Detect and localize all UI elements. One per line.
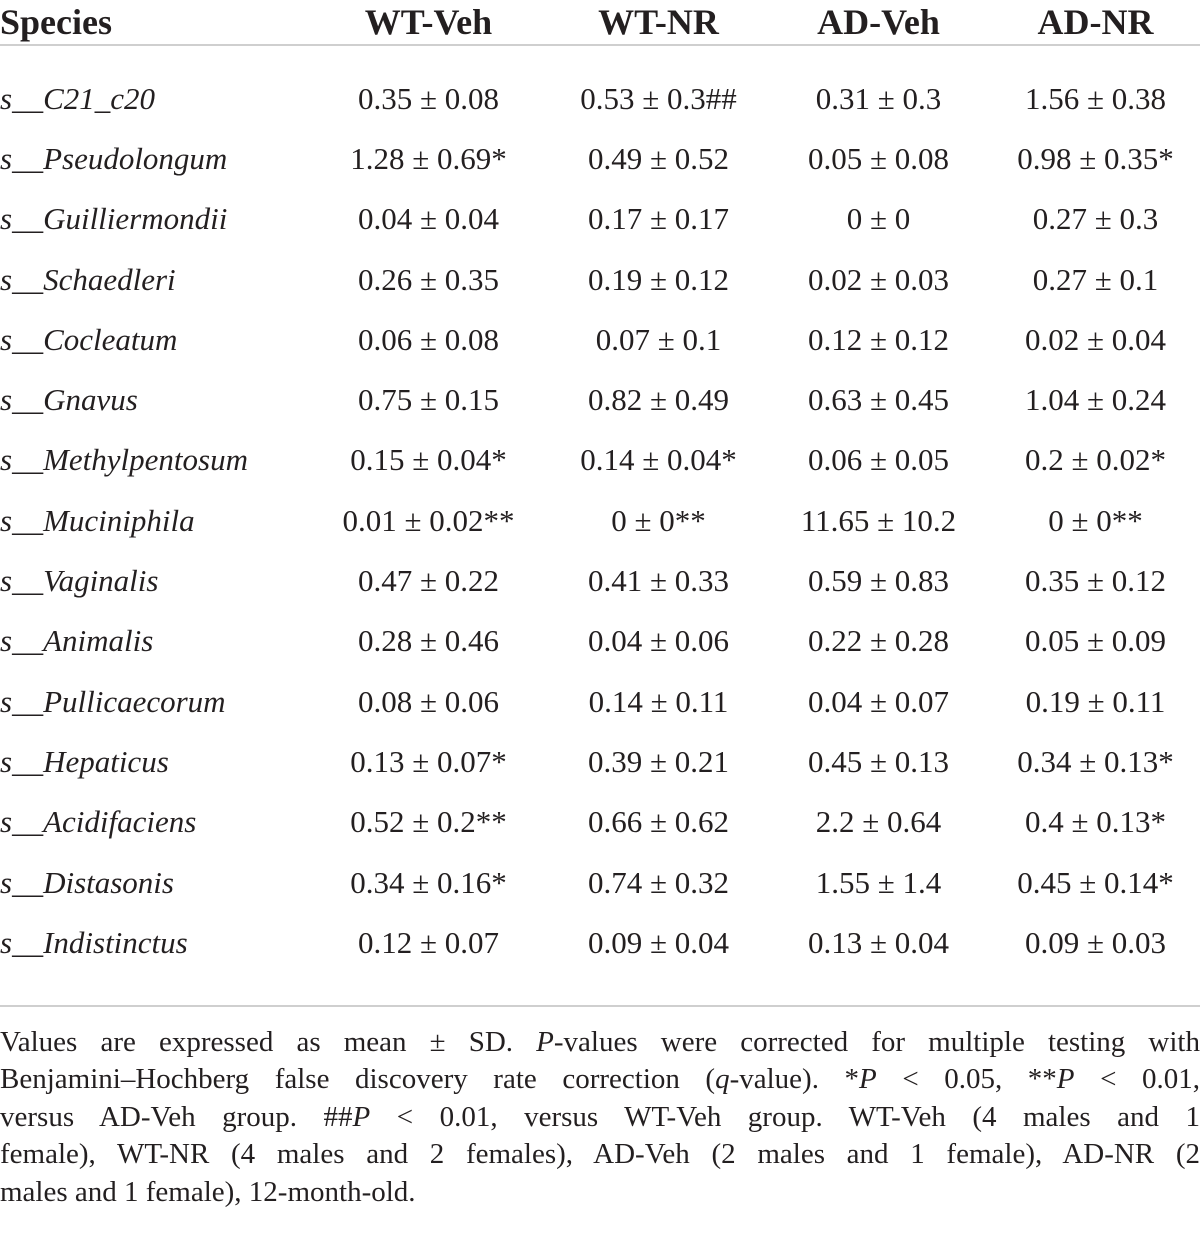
species-name-cell: s__Animalis: [0, 623, 154, 659]
value-cell: 0.09 ± 0.03: [1024, 924, 1166, 960]
value-cell: 1.56 ± 0.38: [1024, 80, 1166, 116]
value-cell: 0.66 ± 0.62: [587, 804, 729, 840]
table-row: [0, 490, 1200, 550]
species-name-cell: s__Guilliermondii: [0, 201, 228, 237]
footnote-line: Values are expressed as mean ± SD. P-values were corrected for multiple testing with: [0, 1026, 1200, 1058]
value-cell: 0.07 ± 0.1: [595, 321, 722, 357]
species-name-cell: s__Acidifaciens: [0, 804, 197, 840]
value-cell: 1.04 ± 0.24: [1024, 382, 1166, 418]
species-name-cell: s__Gnavus: [0, 382, 138, 418]
value-cell: 0.59 ± 0.83: [807, 563, 949, 599]
value-cell: 0.12 ± 0.12: [807, 321, 949, 357]
header-wt-nr: WT-NR: [551, 0, 766, 45]
species-name-cell: s__Schaedleri: [0, 261, 176, 297]
value-cell: 1.28 ± 0.69*: [350, 140, 507, 176]
value-cell: 0.35 ± 0.12: [1024, 563, 1166, 599]
header-wt-veh: WT-Veh: [306, 0, 551, 45]
value-cell: 0 ± 0**: [1048, 502, 1143, 538]
value-cell: 0 ± 0**: [611, 502, 706, 538]
value-cell: 0.27 ± 0.1: [1032, 261, 1159, 297]
value-cell: 0.74 ± 0.32: [587, 864, 729, 900]
value-cell: 0.75 ± 0.15: [357, 382, 499, 418]
value-cell: 0.35 ± 0.08: [357, 80, 499, 116]
value-cell: 0.47 ± 0.22: [357, 563, 499, 599]
table-row: [0, 792, 1200, 852]
table-row: [0, 309, 1200, 369]
table-row: [0, 671, 1200, 731]
value-cell: 0.04 ± 0.04: [357, 201, 499, 237]
value-cell: 2.2 ± 0.64: [815, 804, 942, 840]
table-footnote: [0, 1024, 1200, 1211]
value-cell: 0.12 ± 0.07: [357, 924, 499, 960]
value-cell: 0.09 ± 0.04: [587, 924, 729, 960]
footnote-line: males and 1 female), 12-month-old.: [0, 1175, 416, 1208]
value-cell: 0.52 ± 0.2**: [350, 804, 507, 840]
table-row: [0, 68, 1200, 128]
value-cell: 0.13 ± 0.07*: [350, 743, 507, 779]
value-cell: 0.39 ± 0.21: [587, 743, 729, 779]
value-cell: 0.82 ± 0.49: [587, 382, 729, 418]
species-name-cell: s__Muciniphila: [0, 502, 195, 538]
footnote-line: female), WT-NR (4 males and 2 females), AD-Veh (2 males and 1 female), AD-NR (2: [0, 1138, 1200, 1171]
footnote-line: Benjamini–Hochberg false discovery rate correction (q-value). *P < 0.05, **P < 0.01,: [0, 1063, 1200, 1096]
species-name-cell: s__Vaginalis: [0, 563, 159, 599]
species-name-cell: s__Pullicaecorum: [0, 683, 226, 719]
value-cell: 0.27 ± 0.3: [1032, 201, 1159, 237]
table-header-row: [0, 0, 1200, 45]
value-cell: 0.04 ± 0.07: [807, 683, 949, 719]
value-cell: 0.53 ± 0.3##: [580, 80, 737, 116]
species-name-cell: s__Cocleatum: [0, 321, 178, 357]
table-row: [0, 249, 1200, 309]
value-cell: 0.06 ± 0.08: [357, 321, 499, 357]
value-cell: 0.05 ± 0.09: [1024, 623, 1166, 659]
value-cell: 0.98 ± 0.35*: [1017, 140, 1174, 176]
value-cell: 0.26 ± 0.35: [357, 261, 499, 297]
value-cell: 0.41 ± 0.33: [587, 563, 729, 599]
table-row: [0, 550, 1200, 610]
value-cell: 0.01 ± 0.02**: [342, 502, 515, 538]
value-cell: 0.04 ± 0.06: [587, 623, 729, 659]
table-body: [0, 68, 1200, 972]
value-cell: 0.34 ± 0.13*: [1017, 743, 1174, 779]
species-name-cell: s__Indistinctus: [0, 924, 188, 960]
species-name-cell: s__Pseudolongum: [0, 140, 228, 176]
table-row: [0, 128, 1200, 188]
value-cell: 0.45 ± 0.14*: [1017, 864, 1174, 900]
value-cell: 0.06 ± 0.05: [807, 442, 949, 478]
table-row: [0, 189, 1200, 249]
species-name-cell: s__Distasonis: [0, 864, 174, 900]
value-cell: 0.19 ± 0.12: [587, 261, 729, 297]
value-cell: 0.2 ± 0.02*: [1024, 442, 1166, 478]
table-row: [0, 611, 1200, 671]
value-cell: 11.65 ± 10.2: [800, 502, 957, 538]
value-cell: 0.14 ± 0.11: [588, 683, 729, 719]
value-cell: 0.14 ± 0.04*: [580, 442, 737, 478]
table-row: [0, 430, 1200, 490]
value-cell: 0.15 ± 0.04*: [350, 442, 507, 478]
header-ad-veh: AD-Veh: [766, 0, 991, 45]
species-name-cell: s__Methylpentosum: [0, 442, 248, 478]
header-ad-nr: AD-NR: [991, 0, 1200, 45]
value-cell: 0.22 ± 0.28: [807, 623, 949, 659]
header-species: Species: [0, 0, 306, 45]
value-cell: 1.55 ± 1.4: [815, 864, 942, 900]
value-cell: 0.19 ± 0.11: [1025, 683, 1166, 719]
value-cell: 0.05 ± 0.08: [807, 140, 949, 176]
value-cell: 0.08 ± 0.06: [357, 683, 499, 719]
table-bottom-rule: [0, 1005, 1200, 1007]
footnote-line: versus AD-Veh group. ##P < 0.01, versus WT-Veh group. WT-Veh (4 males and 1: [0, 1100, 1200, 1133]
value-cell: 0.17 ± 0.17: [587, 201, 729, 237]
value-cell: 0.4 ± 0.13*: [1024, 804, 1166, 840]
table-row: [0, 731, 1200, 791]
value-cell: 0.34 ± 0.16*: [350, 864, 507, 900]
value-cell: 0.02 ± 0.03: [807, 261, 949, 297]
table-row: [0, 912, 1200, 972]
species-name-cell: s__C21_c20: [0, 80, 155, 116]
value-cell: 0.45 ± 0.13: [807, 743, 949, 779]
value-cell: 0 ± 0: [846, 201, 911, 237]
value-cell: 0.63 ± 0.45: [807, 382, 949, 418]
value-cell: 0.02 ± 0.04: [1024, 321, 1166, 357]
table-row: [0, 369, 1200, 429]
value-cell: 0.31 ± 0.3: [815, 80, 942, 116]
value-cell: 0.13 ± 0.04: [807, 924, 949, 960]
table-row: [0, 852, 1200, 912]
species-name-cell: s__Hepaticus: [0, 743, 169, 779]
value-cell: 0.49 ± 0.52: [587, 140, 729, 176]
value-cell: 0.28 ± 0.46: [357, 623, 499, 659]
